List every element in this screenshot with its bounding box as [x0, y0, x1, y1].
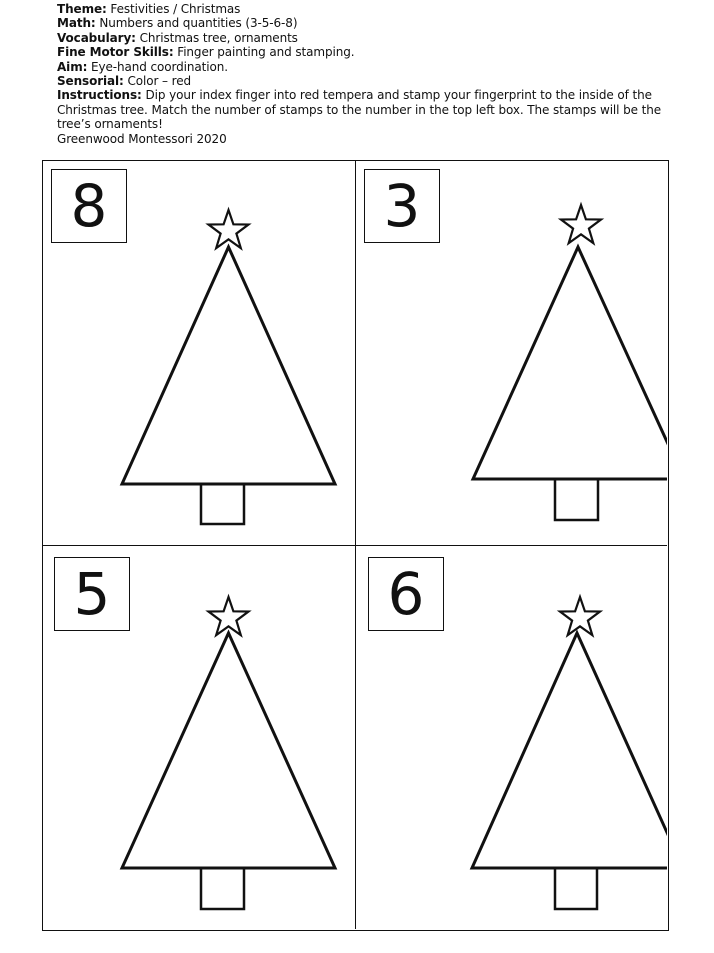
sensorial-value: Color – red: [123, 74, 192, 89]
sensorial-line: [57, 74, 667, 88]
sensorial-label: Sensorial:: [57, 74, 124, 89]
vocabulary-label: Vocabulary:: [57, 30, 136, 45]
star-icon: [560, 597, 600, 635]
math-label: Math:: [57, 16, 96, 31]
instructions-label: Instructions:: [57, 88, 142, 103]
vocabulary-line: [57, 31, 667, 45]
theme-label: Theme:: [57, 2, 107, 16]
worksheet-header: [57, 2, 667, 146]
instructions-value: Dip your index finger into red tempera and stamp your fingerprint to the inside of the Christmas tree. Match the number of stamps to the number in the top left box. The stamps will be the tree’s ornaments!: [57, 88, 662, 132]
vocabulary-value: Christmas tree, ornaments: [135, 30, 298, 45]
number-box: 5: [54, 557, 130, 631]
math-line: [57, 16, 667, 30]
christmas-tree-icon: [356, 161, 667, 546]
fine-motor-line: [57, 45, 667, 59]
fine-motor-value: Finger painting and stamping.: [173, 45, 355, 60]
aim-value: Eye-hand coordination.: [87, 59, 228, 74]
theme-value: Festivities / Christmas: [106, 2, 241, 16]
theme-line: [57, 2, 667, 16]
aim-label: Aim:: [57, 59, 88, 74]
card-2: [356, 161, 667, 546]
card-3: [43, 546, 356, 929]
christmas-tree-icon: [43, 161, 356, 546]
credit-line: Greenwood Montessori 2020: [57, 131, 227, 146]
christmas-tree-icon: [43, 546, 356, 929]
math-value: Numbers and quantities (3-5-6-8): [95, 16, 298, 31]
card-4: [356, 546, 667, 929]
instructions-line: [57, 88, 667, 131]
number-box: 6: [368, 557, 444, 631]
star-icon: [561, 205, 601, 243]
number-box: 8: [51, 169, 127, 243]
card-grid: [42, 160, 669, 931]
number-box: 3: [364, 169, 440, 243]
aim-line: [57, 60, 667, 74]
card-1: [43, 161, 356, 546]
christmas-tree-icon: [356, 546, 667, 929]
fine-motor-label: Fine Motor Skills:: [57, 45, 174, 60]
star-icon: [209, 210, 249, 248]
